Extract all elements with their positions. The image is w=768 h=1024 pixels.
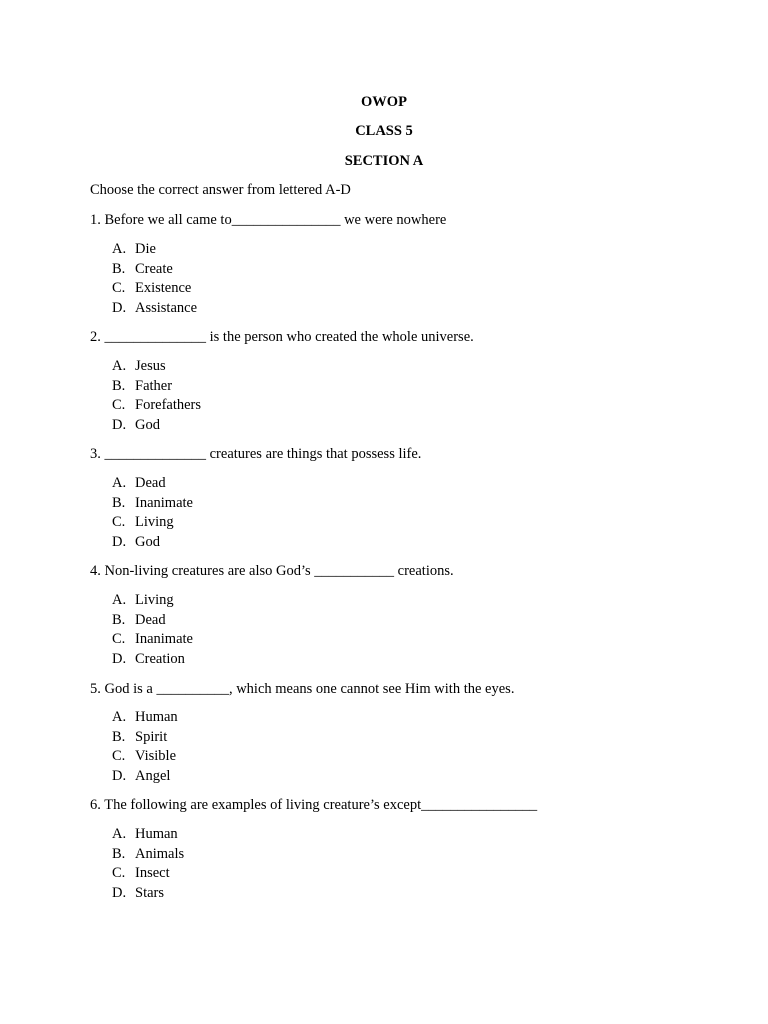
option-text: Creation [135,650,185,667]
option-text: Dead [135,611,166,628]
option-letter: C. [112,631,126,647]
option-letter: A. [112,241,127,257]
option-letter: C. [112,748,126,764]
option-text: Human [135,709,178,725]
option-text: Insect [135,865,170,881]
option-item [112,494,193,514]
option-text: God [135,533,160,550]
option-item [112,708,178,728]
option-text: Angel [135,767,171,784]
option-letter: A. [112,475,127,491]
question-6: 6. The following are examples of living creature’s except________________ [90,797,538,813]
question-6-options [112,825,184,903]
option-item [112,884,184,904]
question-4: 4. Non-living creatures are also God’s ___________ creations. [90,563,454,579]
option-letter: B. [112,260,126,277]
option-letter: C. [112,514,126,530]
option-text: Create [135,260,173,277]
option-text: Living [135,592,174,608]
option-text: Dead [135,475,166,491]
option-item [112,416,201,436]
option-letter: D. [112,884,127,901]
class-label: CLASS 5 [355,123,413,139]
question-1-options [112,240,197,318]
option-item [112,357,201,377]
option-item [112,396,201,416]
option-item [112,533,193,553]
option-letter: A. [112,709,127,725]
option-text: Die [135,241,156,257]
option-text: Jesus [135,358,166,374]
option-item [112,825,184,845]
option-text: Existence [135,280,192,296]
option-text: Spirit [135,728,168,745]
option-text: Father [135,377,173,394]
section-label: SECTION A [344,153,424,169]
instruction-text: Choose the correct answer from lettered A-D [90,182,351,198]
option-letter: B. [112,611,126,628]
option-text: Forefathers [135,397,202,413]
question-3: 3. ______________ creatures are things that possess life. [90,446,422,462]
option-text: Stars [135,884,164,901]
option-item [112,728,178,748]
option-item [112,845,184,865]
option-item [112,611,193,631]
question-1: 1. Before we all came to_______________ we were nowhere [90,212,447,228]
option-letter: A. [112,592,127,608]
option-item [112,299,197,319]
option-letter: C. [112,280,126,296]
option-letter: C. [112,865,126,881]
question-5: 5. God is a __________, which means one cannot see Him with the eyes. [90,681,515,697]
option-item [112,630,193,650]
option-letter: D. [112,767,127,784]
option-letter: D. [112,533,127,550]
option-text: Living [135,514,174,530]
option-letter: B. [112,494,126,511]
option-text: Human [135,826,178,842]
option-letter: B. [112,728,126,745]
option-text: Animals [135,845,185,862]
option-item [112,513,193,533]
document-title: OWOP [361,94,407,110]
option-item [112,650,193,670]
option-item [112,377,201,397]
question-3-options [112,474,193,552]
option-item [112,591,193,611]
option-item [112,279,197,299]
option-text: Inanimate [135,494,193,511]
option-letter: D. [112,299,127,316]
option-item [112,767,178,787]
option-text: Visible [135,748,177,764]
question-2: 2. ______________ is the person who created the whole universe. [90,329,474,345]
option-item [112,260,197,280]
option-letter: B. [112,377,126,394]
option-item [112,474,193,494]
option-text: Assistance [135,299,198,316]
option-letter: B. [112,845,126,862]
option-letter: D. [112,416,127,433]
question-4-options [112,591,193,669]
option-item [112,747,178,767]
question-5-options [112,708,178,786]
option-letter: D. [112,650,127,667]
option-text: Inanimate [135,631,193,647]
option-item [112,864,184,884]
option-item [112,240,197,260]
question-2-options [112,357,201,435]
option-text: God [135,416,160,433]
option-letter: A. [112,358,127,374]
option-letter: C. [112,397,126,413]
option-letter: A. [112,826,127,842]
